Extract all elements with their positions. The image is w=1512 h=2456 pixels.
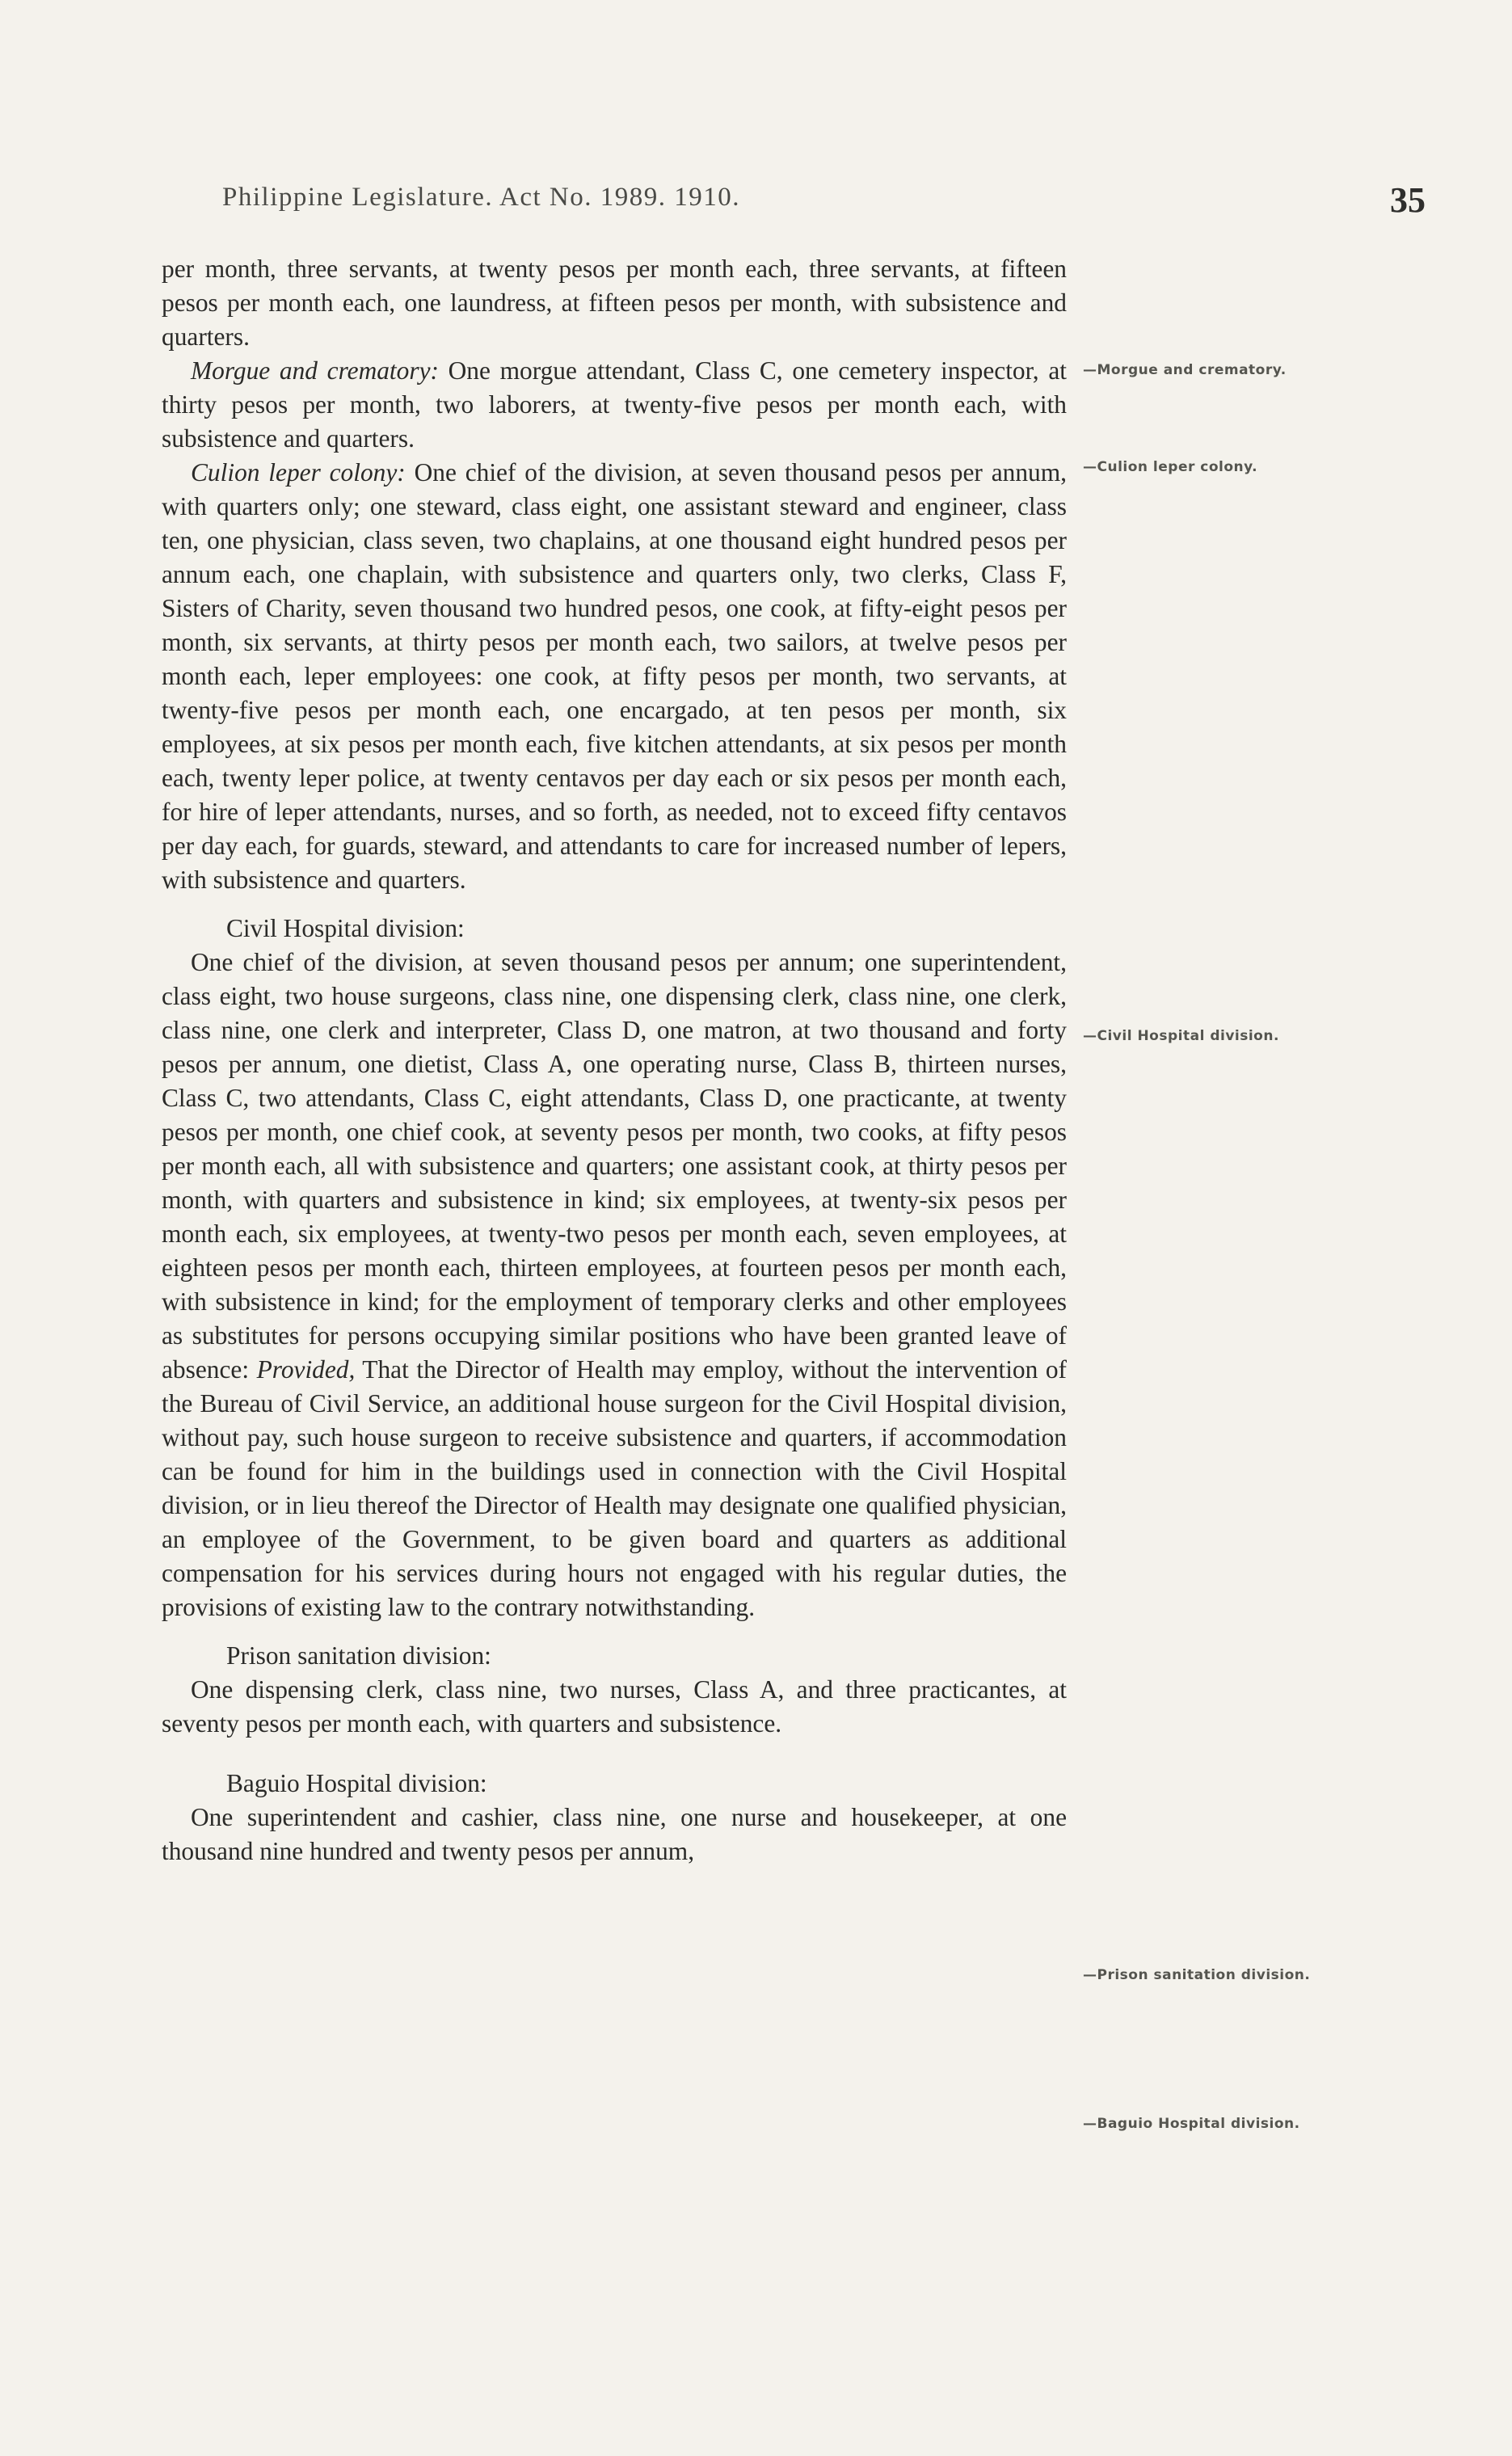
baguio-hospital-heading: Baguio Hospital division:	[226, 1769, 487, 1797]
prison-sanitation-heading: Prison sanitation division:	[226, 1641, 491, 1670]
running-title: Philippine Legislature. Act No. 1989. 1910.	[222, 183, 741, 212]
margin-note-prison-sanitation: —Prison sanitation division.	[1083, 1967, 1311, 1983]
margin-note-baguio-hospital: —Baguio Hospital division.	[1083, 2116, 1300, 2132]
paragraph-morgue	[162, 354, 1067, 456]
paragraph-baguio-hospital: One superintendent and cashier, class nine, one nurse and housekeeper, at one thousand nine hundred and twenty pesos per annum,	[162, 1803, 1067, 1865]
civil-hospital-heading: Civil Hospital division:	[226, 914, 465, 942]
culion-text: One chief of the division, at seven thousand pesos per annum, with quarters only; one steward, class eight, one assistant steward and engineer, class ten, one physician, class seven, two chaplains, at one thousand eight hundred pesos per annum each, one chaplain, with subsistence and quarters only, two clerks, Class F, Sisters of Charity, seven thousand two hundred pesos, one cook, at fifty-eight pesos per month, six servants, at thirty pesos per month each, two sailors, at twelve pesos per month each, leper employees: one cook, at fifty pesos per month, two servants, at twenty-five pesos per month each, one encargado, at ten pesos per month, six employees, at six pesos per month each, five kitchen attendants, at six pesos per month each, twenty leper police, at twenty centavos per day each or six pesos per month each, for hire of leper attendants, nurses, and so forth, as needed, not to exceed fifty centavos per day each, for guards, steward, and attendants to care for increased number of lepers, with subsistence and quarters.	[162, 458, 1067, 894]
margin-note-civil-hospital: —Civil Hospital division.	[1083, 1028, 1279, 1044]
civil-text-2: That the Director of Health may employ, without the intervention of the Bureau of Civil Service, an additional house surgeon for the Civil Hospital division, without pay, such house surgeon to receive subsistence and quarters, if accommodation can be found for him in the buildings used in connection with the Civil Hospital division, or in lieu thereof the Director of Health may designate one qualified physician, an employee of the Government, to be given board and quarters as additional compensation for his services during hours not engaged with his regular duties, the provisions of existing law to the contrary notwithstanding.	[162, 1355, 1068, 1621]
paragraph-culion	[162, 456, 1067, 897]
paragraph-civil-hospital	[162, 946, 1067, 1624]
civil-text-1: One chief of the division, at seven thousand pesos per annum; one superintendent, class eight, two house surgeons, class nine, one dispensing clerk, class nine, one clerk, class nine, one clerk and interpreter, Class D, one matron, at two thousand and forty pesos per annum, one dietist, Class A, one operating nurse, Class B, thirteen nurses, Class C, two attendants, Class C, eight attendants, Class D, one practicante, at twenty pesos per month, one chief cook, at seventy pesos per month, two cooks, at fifty pesos per month each, all with subsistence and quarters; one assistant cook, at thirty pesos per month, with quarters and subsistence in kind; six employees, at twenty-six pesos per month each, six employees, at twenty-two pesos per month each, seven employees, at eighteen pesos per month each, thirteen employees, at fourteen pesos per month each, with subsistence in kind; for the employment of temporary clerks and other employees as substitutes for persons occupying similar positions who have been granted leave of absence:	[162, 948, 1067, 1384]
morgue-text: One morgue attendant, Class C, one cemetery inspector, at thirty pesos per month, two laborers, at twenty-five pesos per month each, with subsistence and quarters.	[162, 356, 1067, 453]
page-number: 35	[1390, 180, 1426, 220]
culion-heading: Culion leper colony:	[191, 458, 406, 487]
body-text	[162, 252, 1067, 1868]
civil-provided: Provided,	[256, 1355, 356, 1384]
running-head	[0, 180, 1512, 231]
morgue-heading: Morgue and crematory:	[191, 356, 439, 385]
paragraph-continuation: per month, three servants, at twenty pesos per month each, three servants, at fifteen pesos per month each, one laundress, at fifteen pesos per month, with subsistence and quarters.	[162, 255, 1067, 351]
margin-note-morgue: —Morgue and crematory.	[1083, 362, 1287, 378]
margin-note-culion: —Culion leper colony.	[1083, 459, 1258, 475]
paragraph-prison-sanitation: One dispensing clerk, class nine, two nurses, Class A, and three practicantes, at seventy pesos per month each, with quarters and subsistence.	[162, 1675, 1067, 1738]
